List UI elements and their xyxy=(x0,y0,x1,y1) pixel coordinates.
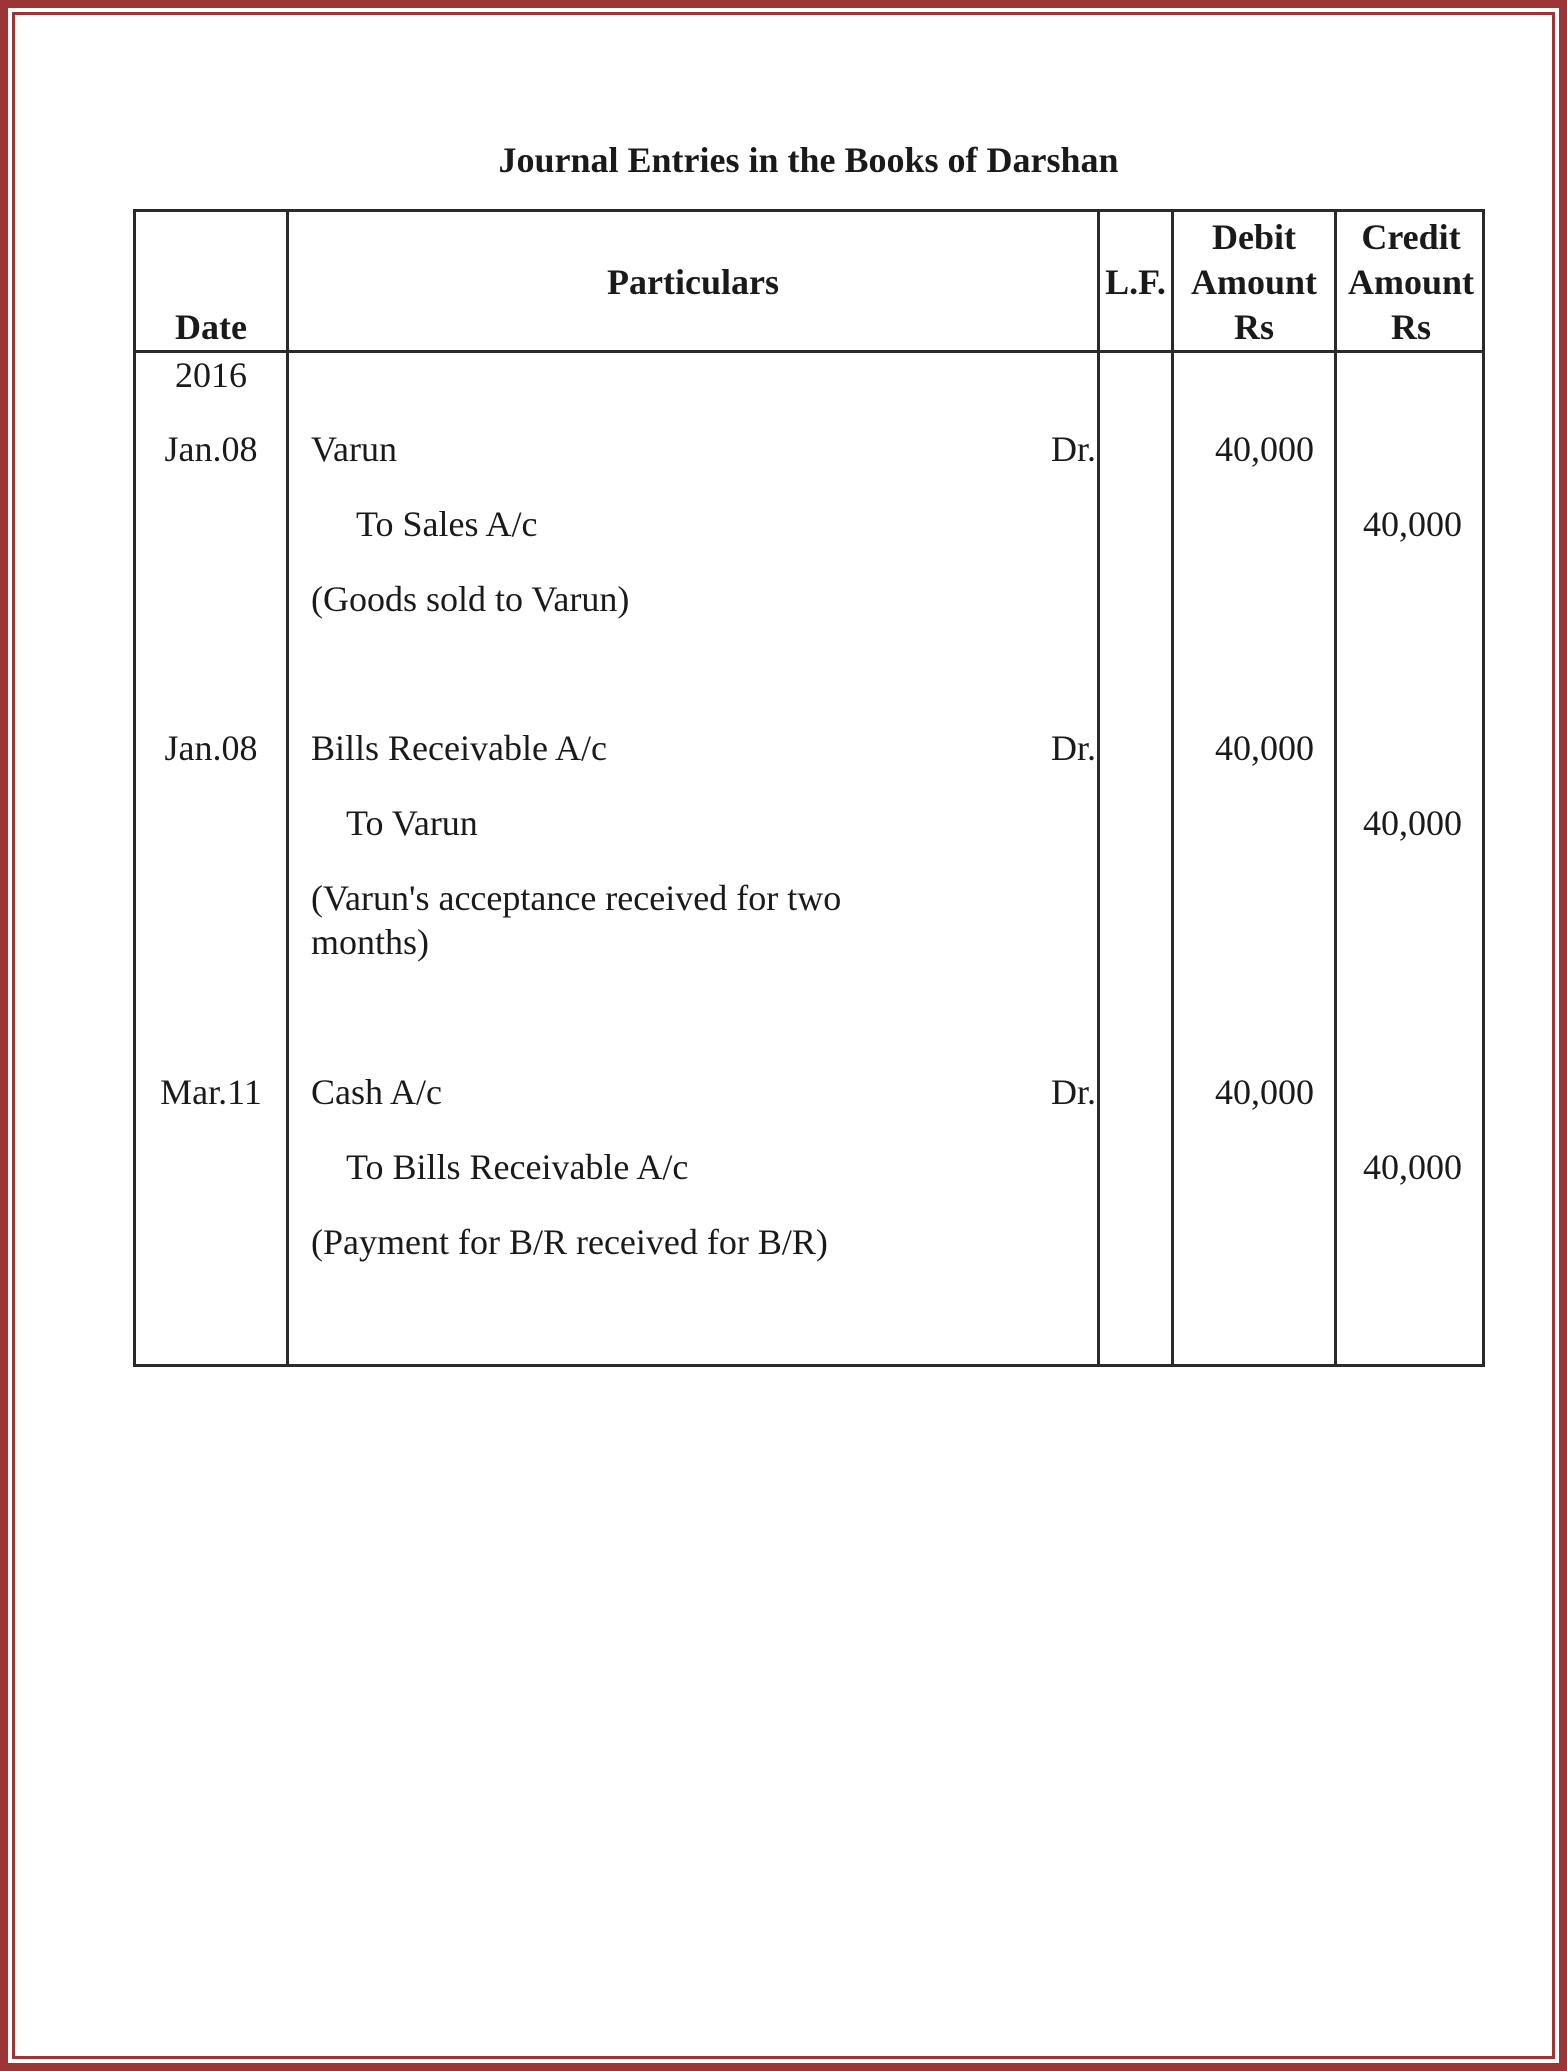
entry-1-date: Jan.08 xyxy=(164,429,258,469)
header-credit-line1: Credit xyxy=(1361,217,1461,257)
header-divider xyxy=(136,350,1482,353)
column-divider-date xyxy=(286,212,289,1364)
header-lf: L.F. xyxy=(1105,262,1166,302)
entry-2-debit-account: Bills Receivable A/c xyxy=(311,728,607,768)
entry-1-credit-amount: 40,000 xyxy=(1363,504,1462,544)
entry-2-narration: (Varun's acceptance received for two months) xyxy=(311,878,842,962)
column-divider-lf xyxy=(1171,212,1174,1364)
entry-1-debit-amount: 40,000 xyxy=(1215,429,1314,469)
entry-2-credit-amount: 40,000 xyxy=(1363,803,1462,843)
header-date: Date xyxy=(175,307,247,347)
header-debit-line2: Amount xyxy=(1190,262,1318,302)
column-divider-particulars xyxy=(1097,212,1100,1364)
entry-3-debit-amount: 40,000 xyxy=(1215,1072,1314,1112)
header-credit-line3: Rs xyxy=(1390,307,1431,347)
entry-2-credit-account: To Varun xyxy=(346,803,478,843)
journal-table xyxy=(133,209,1485,1367)
entry-1-dr-label: Dr. xyxy=(1051,429,1096,469)
entry-2-dr-label: Dr. xyxy=(1051,728,1096,768)
entry-1-debit-account: Varun xyxy=(311,429,397,469)
entry-1-narration: (Goods sold to Varun) xyxy=(311,579,630,619)
entry-3-credit-account: To Bills Receivable A/c xyxy=(346,1147,689,1187)
entry-3-date: Mar.11 xyxy=(160,1072,262,1112)
header-debit-line1: Debit xyxy=(1212,217,1296,257)
entry-1-credit-account: To Sales A/c xyxy=(356,504,538,544)
entry-3-credit-amount: 40,000 xyxy=(1363,1147,1462,1187)
header-particulars: Particulars xyxy=(607,262,779,302)
entry-2-debit-amount: 40,000 xyxy=(1215,728,1314,768)
entry-3-narration: (Payment for B/R received for B/R) xyxy=(311,1222,828,1262)
journal-year: 2016 xyxy=(175,355,247,395)
entry-2-date: Jan.08 xyxy=(164,728,258,768)
header-credit-line2: Amount xyxy=(1347,262,1475,302)
entry-3-debit-account: Cash A/c xyxy=(311,1072,442,1112)
column-divider-debit xyxy=(1334,212,1337,1364)
document-title: Journal Entries in the Books of Darshan xyxy=(498,140,1119,180)
header-debit-line3: Rs xyxy=(1233,307,1274,347)
entry-3-dr-label: Dr. xyxy=(1051,1072,1096,1112)
